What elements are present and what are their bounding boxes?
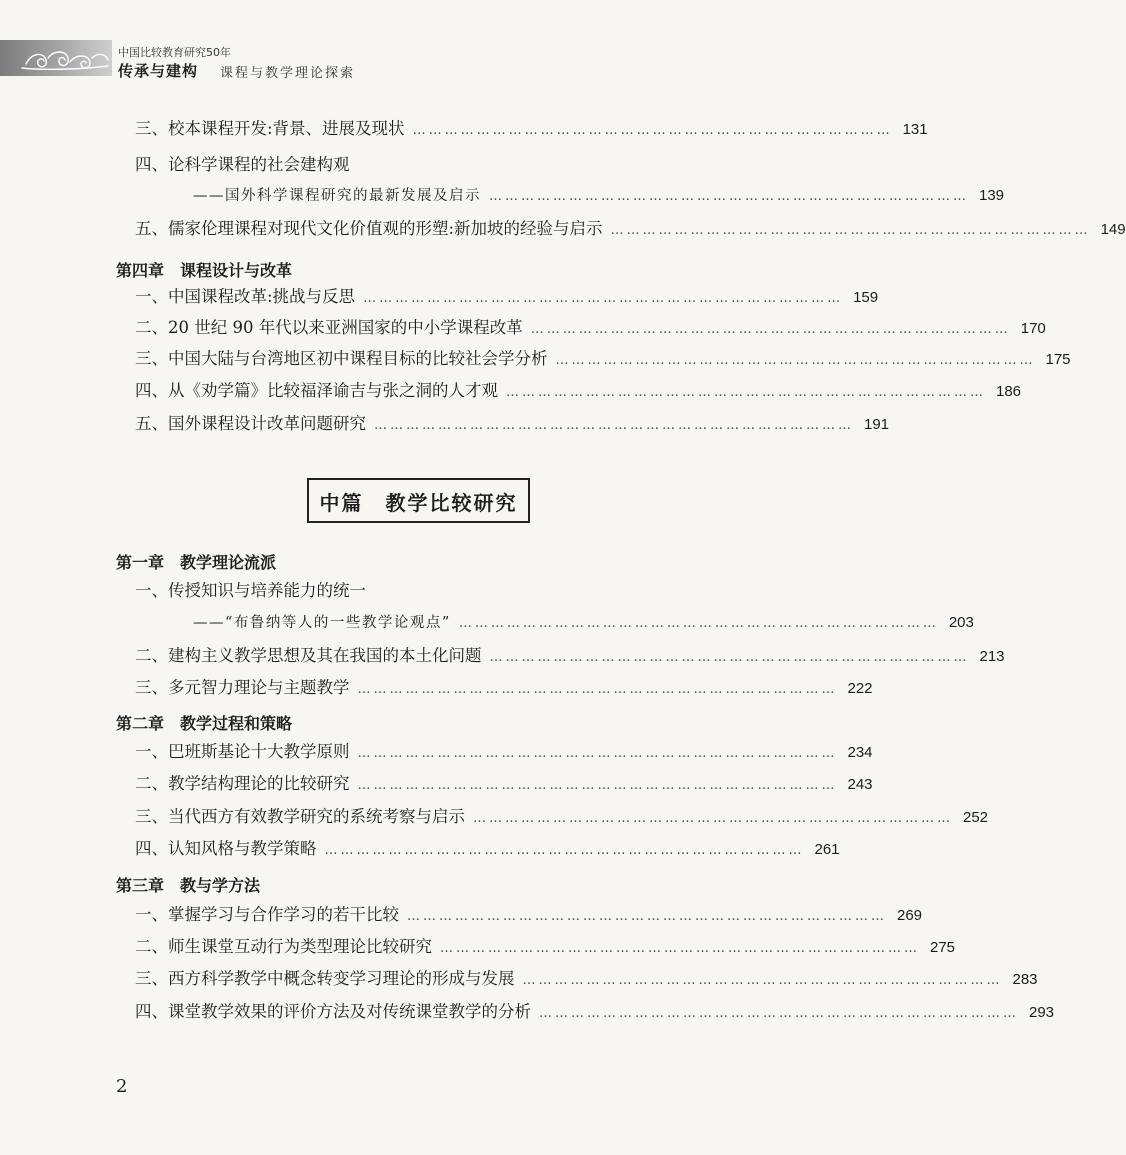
- toc-entry[interactable]: [135, 380, 1022, 402]
- toc-entry-page: 203: [948, 614, 974, 631]
- toc-entry-title: 二、20 世纪 90 年代以来亚洲国家的中小学课程改革: [135, 318, 523, 337]
- book-title: 传承与建构: [118, 62, 199, 80]
- toc-entry-page: 283: [1012, 971, 1038, 988]
- toc-entry-subtitle-line[interactable]: [193, 612, 974, 634]
- toc-entry-title: 四、课堂教学效果的评价方法及对传统课堂教学的分析: [135, 1002, 531, 1021]
- toc-entry-page: 175: [1045, 351, 1071, 368]
- toc-entry[interactable]: [135, 1001, 1055, 1023]
- leader-dots: ………………………………………………………………………………: [530, 322, 1011, 337]
- leader-dots: ………………………………………………………………………………: [489, 650, 970, 665]
- part-heading-box[interactable]: [307, 478, 530, 523]
- toc-entry-page: 170: [1020, 320, 1046, 337]
- leader-dots: ………………………………………………………………………………: [539, 1006, 1019, 1021]
- book-subtitle: 课程与教学理论探索: [220, 66, 356, 81]
- leader-dots: ………………………………………………………………………………: [489, 189, 969, 204]
- toc-entry-title: 一、传授知识与培养能力的统一: [135, 581, 366, 600]
- toc-entry-page: 293: [1029, 1004, 1055, 1021]
- toc-entry-title: 三、当代西方有效教学研究的系统考察与启示: [135, 807, 465, 826]
- toc-entry-title: 三、校本课程开发:背景、进展及现状: [135, 119, 405, 138]
- toc-entry-page: 222: [847, 680, 873, 697]
- series-title: 中国比较教育研究50年: [118, 46, 231, 59]
- toc-entry-page: 131: [902, 121, 928, 138]
- toc-entry-subtitle: ——“布鲁纳等人的一些教学论观点”: [193, 615, 451, 631]
- leader-dots: ………………………………………………………………………………: [412, 123, 893, 138]
- toc-entry-page: 243: [847, 776, 873, 793]
- toc-entry[interactable]: [135, 838, 840, 860]
- toc-entry[interactable]: [135, 677, 873, 699]
- toc-entry-title: 三、多元智力理论与主题教学: [135, 678, 350, 697]
- toc-entry-title: 一、中国课程改革:挑战与反思: [135, 287, 356, 306]
- toc-entry[interactable]: [135, 936, 956, 958]
- leader-dots: ………………………………………………………………………………: [440, 941, 920, 956]
- toc-entry-page: 275: [930, 939, 956, 956]
- toc-entry-page: 149: [1100, 221, 1126, 238]
- leader-dots: ………………………………………………………………………………: [357, 746, 838, 761]
- toc-entry-title: 二、师生课堂互动行为类型理论比较研究: [135, 937, 432, 956]
- running-header: [0, 0, 790, 95]
- chapter-heading[interactable]: 第二章 教学过程和策略: [116, 714, 293, 733]
- toc-entry-page: 139: [979, 187, 1005, 204]
- leader-dots: ………………………………………………………………………………: [363, 291, 844, 306]
- leader-dots: ………………………………………………………………………………: [555, 353, 1036, 368]
- toc-entry[interactable]: [135, 904, 923, 926]
- leader-dots: ………………………………………………………………………………: [357, 778, 838, 793]
- toc-entry[interactable]: [135, 348, 1071, 370]
- leader-dots: ………………………………………………………………………………: [374, 418, 854, 433]
- leader-dots: ………………………………………………………………………………: [324, 843, 805, 858]
- toc-entry[interactable]: [135, 741, 873, 763]
- toc-entry-title: 五、国外课程设计改革问题研究: [135, 414, 366, 433]
- toc-entry-subtitle: ——国外科学课程研究的最新发展及启示: [193, 188, 481, 204]
- leader-dots: ………………………………………………………………………………: [506, 385, 986, 400]
- toc-entry[interactable]: [135, 806, 989, 828]
- toc-entry[interactable]: [135, 118, 928, 140]
- toc-entry-title: 二、教学结构理论的比较研究: [135, 774, 350, 793]
- part-title: 中篇 教学比较研究: [319, 491, 518, 515]
- toc-entry-title: 四、从《劝学篇》比较福泽谕吉与张之洞的人才观: [135, 381, 498, 400]
- toc-entry[interactable]: [135, 645, 1005, 667]
- toc-entry-subtitle-line[interactable]: [193, 185, 1005, 207]
- toc-entry-page: 252: [963, 809, 989, 826]
- toc-entry-page: 269: [897, 907, 923, 924]
- toc-entry-title: 一、巴班斯基论十大教学原则: [135, 742, 350, 761]
- toc-entry[interactable]: [135, 773, 873, 795]
- toc-entry-page: 213: [979, 648, 1005, 665]
- toc-entry-page: 159: [853, 289, 879, 306]
- leader-dots: ………………………………………………………………………………: [357, 682, 838, 697]
- leader-dots: ………………………………………………………………………………: [610, 223, 1091, 238]
- toc-entry-page: 234: [847, 744, 873, 761]
- toc-entry[interactable]: [135, 286, 879, 308]
- chapter-heading[interactable]: 第三章 教与学方法: [116, 876, 261, 895]
- chapter-heading[interactable]: 第四章 课程设计与改革: [116, 261, 293, 280]
- toc-entry[interactable]: [135, 218, 1126, 240]
- page-number: 2: [116, 1076, 128, 1097]
- toc-entry-title: 五、儒家伦理课程对现代文化价值观的形塑:新加坡的经验与启示: [135, 219, 603, 238]
- toc-entry-page: 186: [996, 383, 1022, 400]
- leader-dots: ………………………………………………………………………………: [458, 616, 939, 631]
- toc-entry[interactable]: [135, 317, 1046, 339]
- toc-entry[interactable]: [135, 968, 1038, 990]
- toc-entry-title: 一、掌握学习与合作学习的若干比较: [135, 905, 399, 924]
- toc-entry-title: 四、认知风格与教学策略: [135, 839, 317, 858]
- floral-ornament-icon: [18, 40, 112, 76]
- toc-entry-page: 261: [814, 841, 840, 858]
- leader-dots: ………………………………………………………………………………: [407, 909, 887, 924]
- toc-entry-title: 三、中国大陆与台湾地区初中课程目标的比较社会学分析: [135, 349, 548, 368]
- toc-entry[interactable]: [135, 154, 691, 176]
- leader-dots: ………………………………………………………………………………: [473, 811, 953, 826]
- leader-dots: ………………………………………………………………………………: [522, 973, 1003, 988]
- chapter-heading[interactable]: 第一章 教学理论流派: [116, 553, 277, 572]
- toc-entry-title: 三、西方科学教学中概念转变学习理论的形成与发展: [135, 969, 515, 988]
- toc-entry-title: 二、建构主义教学思想及其在我国的本土化问题: [135, 646, 482, 665]
- toc-entry-title: 四、论科学课程的社会建构观: [135, 155, 350, 174]
- toc-entry[interactable]: [135, 413, 890, 435]
- toc-entry[interactable]: [135, 580, 691, 602]
- toc-entry-page: 191: [864, 416, 890, 433]
